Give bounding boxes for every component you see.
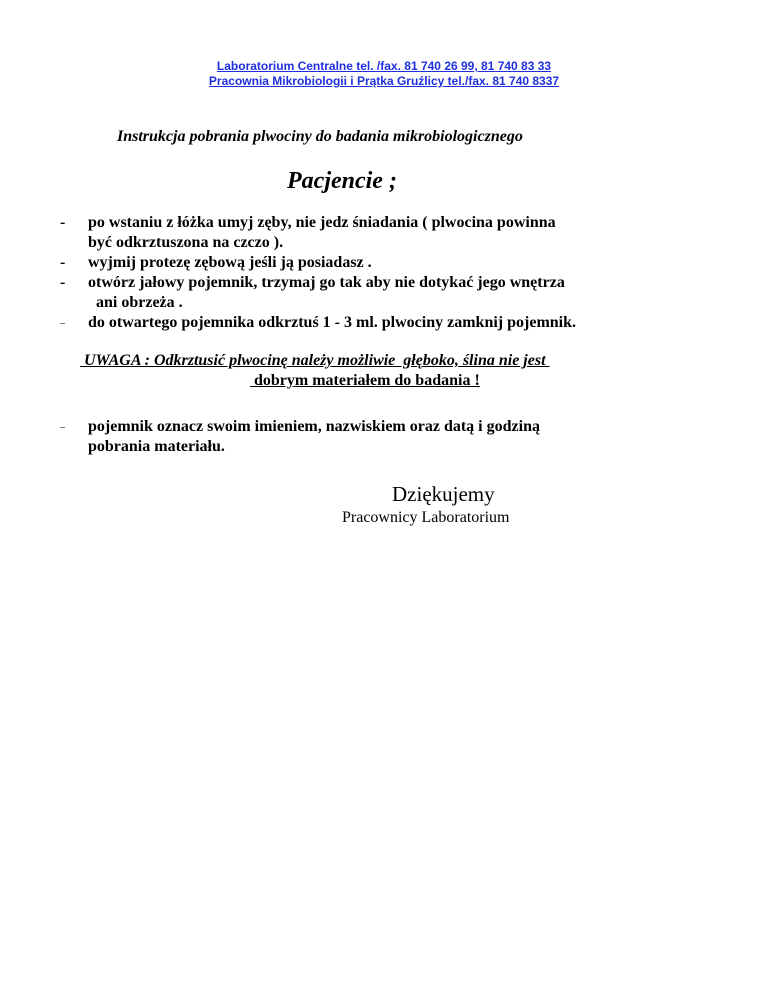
instruction-4: do otwartego pojemnika odkrztuś 1 - 3 ml. plwociny zamknij pojemnik. (88, 314, 577, 331)
bullet-dash: - (60, 214, 66, 231)
instruction-3-line-1: otwórz jałowy pojemnik, trzymaj go tak aby nie dotykać jego wnętrza (88, 274, 565, 291)
instruction-3-line-2: ani obrzeża . (96, 294, 183, 311)
warning-line-2: dobrym materiałem do badania ! (250, 372, 480, 389)
instruction-1-line-2: być odkrztuszona na czczo ). (88, 234, 284, 251)
signature-text: Pracownicy Laboratorium (342, 509, 510, 526)
labeling-line-2: pobrania materiału. (88, 438, 225, 455)
bullet-small-dash: – (60, 422, 65, 433)
bullet-dash: - (60, 254, 66, 271)
instruction-1-line-1: po wstaniu z łóżka umyj zęby, nie jedz śniadania ( plwocina powinna (88, 214, 556, 231)
bullet-dash: - (60, 274, 66, 291)
labeling-line-1: pojemnik oznacz swoim imieniem, nazwiskiem oraz datą i godziną (88, 418, 540, 435)
thanks-text: Dziękujemy (392, 482, 495, 506)
instruction-2: wyjmij protezę zębową jeśli ją posiadasz . (88, 254, 372, 271)
warning-line-1: UWAGA : Odkrztusić plwocinę należy możliwie głęboko, ślina nie jest (80, 352, 550, 369)
header-contact-line-2: Pracownia Mikrobiologii i Prątka Gruźlicy tel./fax. 81 740 8337 (208, 74, 560, 88)
document-subtitle: Instrukcja pobrania plwociny do badania mikrobiologicznego (117, 128, 523, 145)
header-contact-line-1: Laboratorium Centralne tel. /fax. 81 740 26 99, 81 740 83 33 (216, 59, 552, 73)
greeting-heading: Pacjencie ; (287, 168, 397, 194)
bullet-small-dash: – (60, 318, 65, 329)
